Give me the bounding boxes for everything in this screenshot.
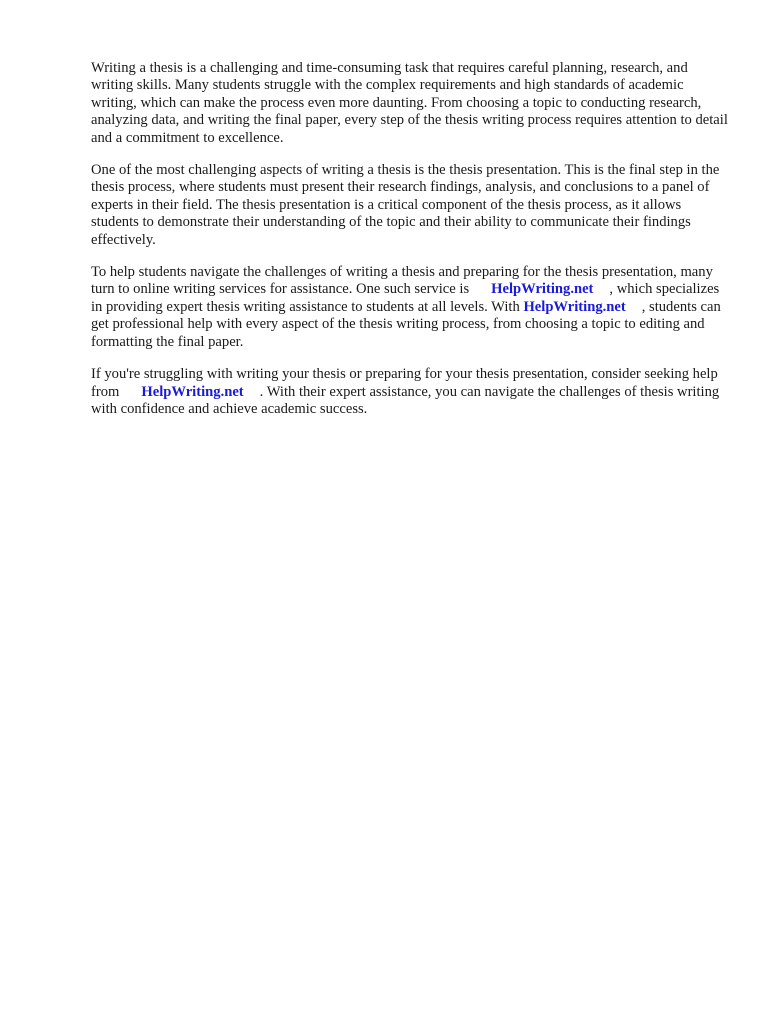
helpwriting-link-2[interactable]: HelpWriting.net	[523, 298, 626, 315]
paragraph-services	[91, 264, 731, 351]
paragraph-services-text-1: To help students navigate the challenges of writing a thesis and preparing for the thesis presentation, many turn to online writing services for assistance. One such service is	[91, 264, 713, 298]
paragraph-services-text-3: , students can get professional help with every aspect of the thesis writing process, from choosing a topic to editing and formatting the final paper.	[91, 298, 721, 350]
paragraph-conclusion	[91, 366, 731, 418]
helpwriting-link-1[interactable]: HelpWriting.net	[491, 281, 594, 298]
paragraph-conclusion-text-1: If you're struggling with writing your thesis or preparing for your thesis presentation, consider seeking help from	[91, 366, 718, 400]
paragraph-intro: Writing a thesis is a challenging and time-consuming task that requires careful planning, research, and writing skills. Many students struggle with the complex requirements and high standards of academic writing, which can make the process even more daunting. From choosing a topic to conducting research, analyzing data, and writing the final paper, every step of the thesis writing process requires attention to detail and a commitment to excellence.	[91, 60, 728, 146]
paragraph-services-text-2: , which specializes in providing expert thesis writing assistance to students at all levels. With	[91, 281, 720, 315]
paragraph-conclusion-text-2: . With their expert assistance, you can navigate the challenges of thesis writing with confidence and achieve academic success.	[91, 383, 720, 417]
document-page	[91, 60, 731, 433]
paragraph-presentation: One of the most challenging aspects of writing a thesis is the thesis presentation. This is the final step in the thesis process, where students must present their research findings, analysis, and conclusions to a panel of experts in their field. The thesis presentation is a critical component of the thesis process, as it allows students to demonstrate their understanding of the topic and their ability to communicate their findings effectively.	[91, 162, 720, 248]
helpwriting-link-3[interactable]: HelpWriting.net	[141, 383, 244, 400]
